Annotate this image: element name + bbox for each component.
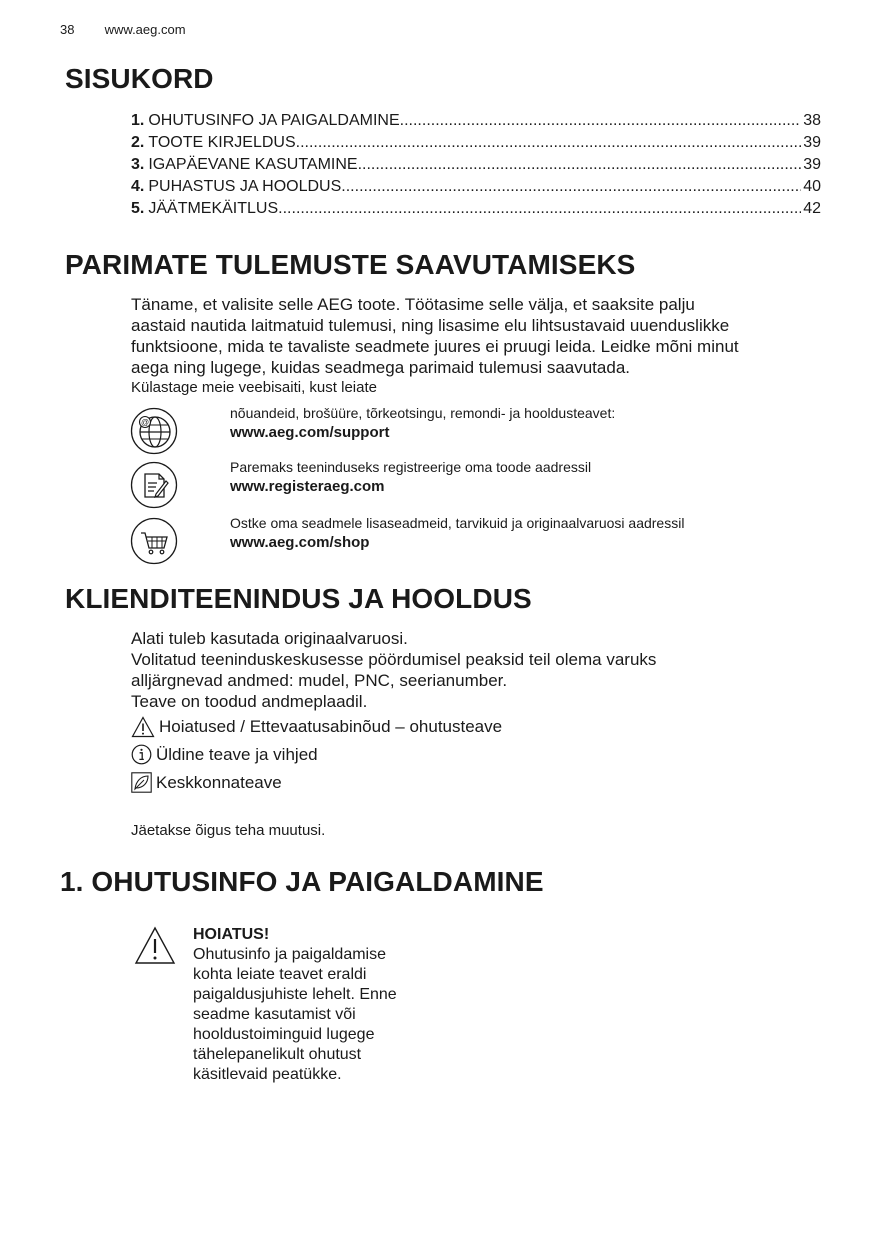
- support-url[interactable]: www.aeg.com/support: [230, 424, 390, 441]
- leaf-icon: [131, 772, 152, 793]
- globe-icon: [130, 407, 178, 455]
- toc-item[interactable]: 3. IGAPÄEVANE KASUTAMINE ..... 39: [131, 156, 821, 178]
- customer-care-text: Alati tuleb kasutada originaalvaruosi. Volitatud teeninduskeskusesse pöördumisel peaksid teil olema varuks alljärgnevad andmed: mudel, PNC, seerianumber. Teave on toodud andmeplaadil.: [131, 629, 657, 711]
- warning-icon: [131, 716, 155, 738]
- best-results-title: PARIMATE TULEMUSTE SAAVUTAMISEKS: [65, 249, 636, 280]
- support-link-row: @ nõuandeid, brošüüre, tõrkeotsingu, remondi- ja hooldusteavet: www.aeg.com/support: [130, 407, 830, 459]
- warning-title: HOIATUS!: [193, 926, 270, 943]
- best-results-intro: Täname, et valisite selle AEG toote. Töötasime selle välja, et saaksite palju aastaid nautida laitmatuid tulemusi, ning lisasime elu lihtsustavaid uuenduslikke funktsioone, mida te tavaliste seadmete juures ei pruugi leida. Leidke mõni minut aega ning lugege, kuidas seadmega parimaid tulemusi saavutada. Külastage meie veebisaiti, kust leiate: [131, 295, 739, 396]
- page-header: [60, 22, 186, 37]
- info-icon: [131, 744, 152, 765]
- symbol-environment-row: Keskkonnateave: [131, 772, 282, 793]
- svg-text:@: @: [140, 418, 150, 428]
- toc-item[interactable]: 1. OHUTUSINFO JA PAIGALDAMINE ..... 38: [131, 112, 821, 134]
- table-of-contents: [131, 112, 821, 222]
- toc-item[interactable]: 2. TOOTE KIRJELDUS ..... 39: [131, 134, 821, 156]
- disclaimer: Jäetakse õigus teha muutusi.: [131, 822, 326, 839]
- register-link-row: Paremaks teeninduseks registreerige oma toode aadressil www.registeraeg.com: [130, 461, 830, 513]
- symbol-warning-row: Hoiatused / Ettevaatusabinõud – ohutusteave: [131, 716, 502, 738]
- toc-title: SISUKORD: [65, 63, 214, 94]
- toc-item[interactable]: 4. PUHASTUS JA HOOLDUS ..... 40: [131, 178, 821, 200]
- toc-item[interactable]: 5. JÄÄTMEKÄITLUS ..... 42: [131, 200, 821, 222]
- site-link[interactable]: www.aeg.com: [104, 22, 186, 37]
- shopping-cart-icon: [130, 517, 178, 565]
- register-icon: [130, 461, 178, 509]
- shop-url[interactable]: www.aeg.com/shop: [230, 534, 370, 551]
- page-number: 38: [60, 22, 75, 37]
- customer-care-title: KLIENDITEENINDUS JA HOOLDUS: [65, 583, 532, 614]
- register-url[interactable]: www.registeraeg.com: [230, 478, 385, 495]
- shop-link-row: Ostke oma seadmele lisaseadmeid, tarvikuid ja originaalvaruosi aadressil www.aeg.com/shop: [130, 517, 830, 569]
- chapter-title: 1. OHUTUSINFO JA PAIGALDAMINE: [60, 866, 544, 897]
- symbol-info-row: Üldine teave ja vihjed: [131, 744, 318, 765]
- warning-large-icon: [133, 925, 177, 967]
